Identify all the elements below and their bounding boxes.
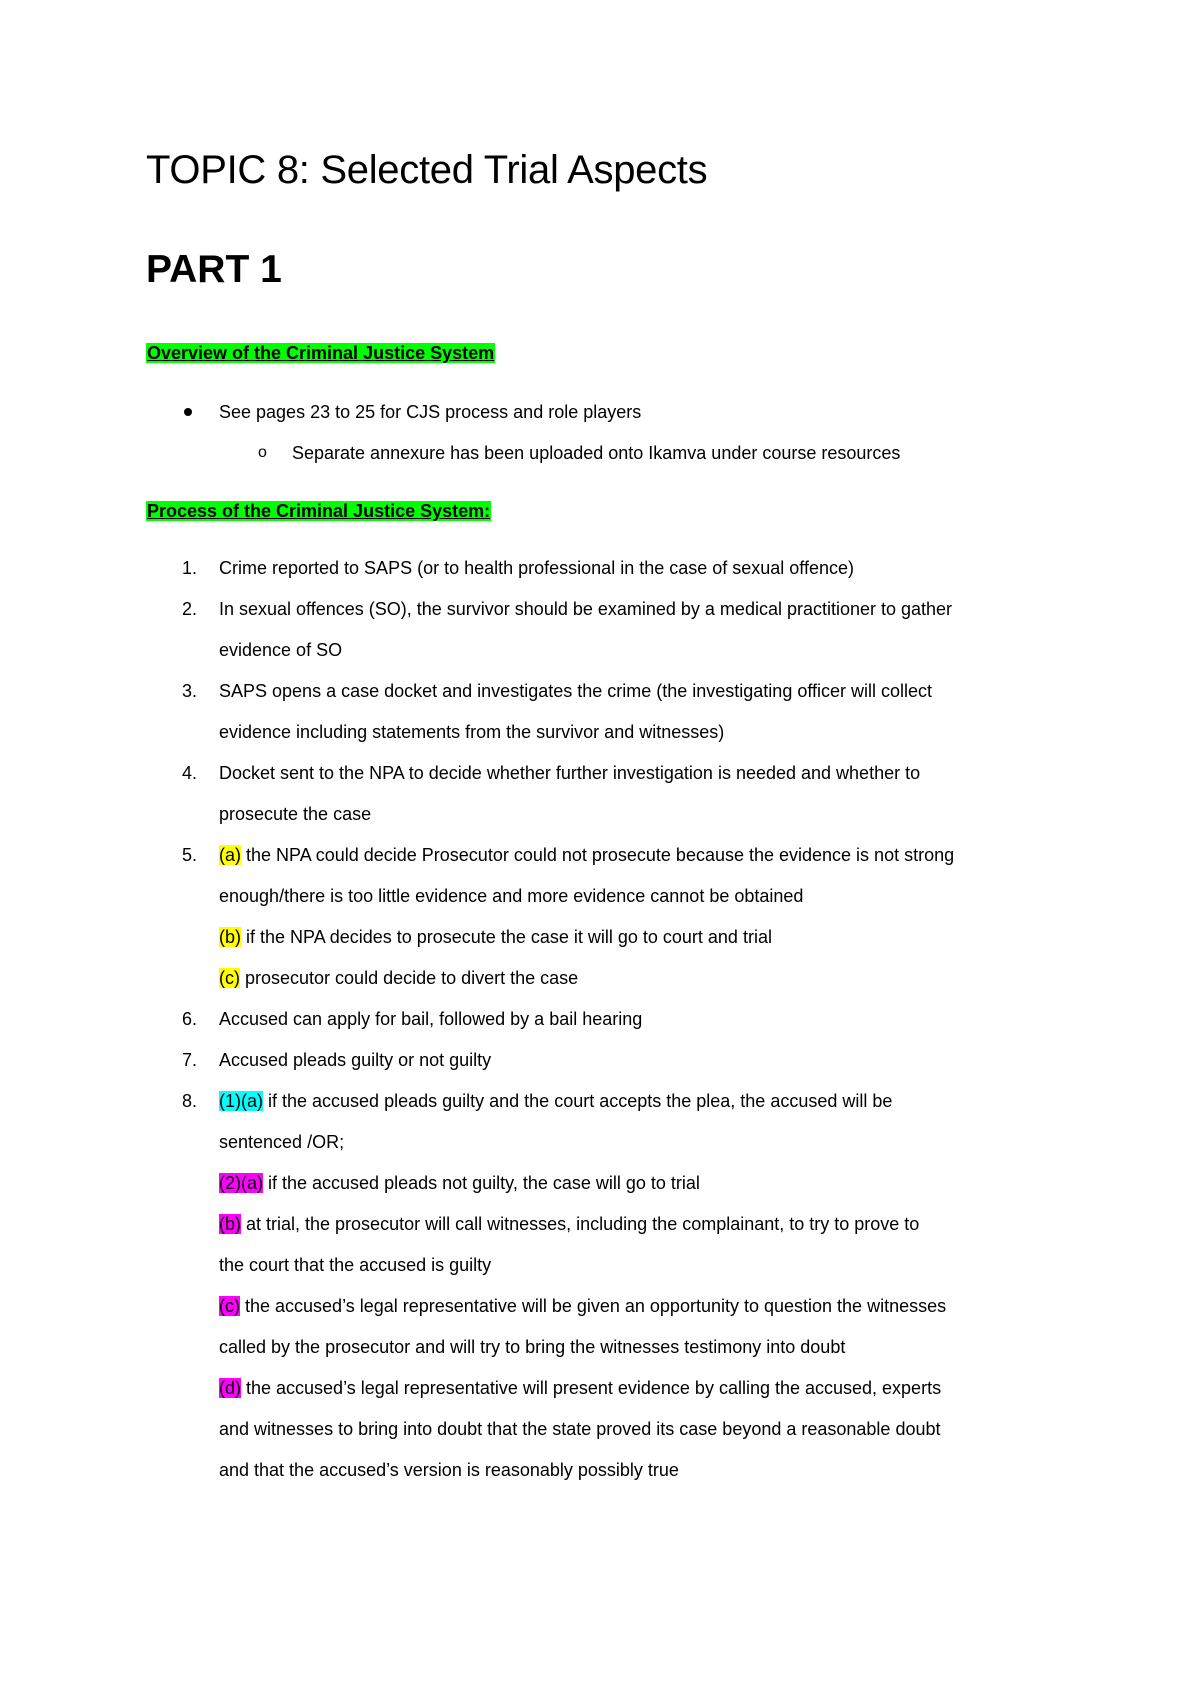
- list-number: 7.: [182, 1050, 198, 1070]
- list-item-line: [219, 1378, 941, 1399]
- list-item-line: and witnesses to bring into doubt that the state proved its case beyond a reasonable doubt: [219, 1419, 941, 1439]
- process-heading: [146, 501, 491, 522]
- sub-label-b: (b): [219, 927, 241, 947]
- list-item-line: [219, 845, 954, 866]
- sub-label-d: (d): [219, 1378, 241, 1398]
- list-item-line: SAPS opens a case docket and investigates the crime (the investigating officer will collect: [219, 681, 933, 701]
- sub-text: if the NPA decides to prosecute the case it will go to court and trial: [241, 927, 772, 947]
- sub-text: if the accused pleads not guilty, the case will go to trial: [263, 1173, 700, 1193]
- sub-text: at trial, the prosecutor will call witnesses, including the complainant, to try to prove to: [241, 1214, 920, 1234]
- sub-bullet-icon: o: [258, 444, 267, 461]
- sub-label-a: (a): [219, 845, 241, 865]
- list-number: 8.: [182, 1091, 198, 1111]
- overview-sub-bullet: Separate annexure has been uploaded onto Ikamva under course resources: [292, 443, 901, 463]
- list-item-line: the court that the accused is guilty: [219, 1255, 492, 1275]
- sub-text: if the accused pleads guilty and the court accepts the plea, the accused will be: [263, 1091, 893, 1111]
- list-item-line: Accused pleads guilty or not guilty: [219, 1050, 492, 1070]
- sub-label-1a: (1)(a): [219, 1091, 263, 1111]
- list-item-line: prosecute the case: [219, 804, 372, 824]
- document-title: TOPIC 8: Selected Trial Aspects: [146, 148, 708, 192]
- list-item-line: called by the prosecutor and will try to bring the witnesses testimony into doubt: [219, 1337, 846, 1357]
- process-heading-text: Process of the Criminal Justice System:: [147, 501, 491, 521]
- list-item-line: Crime reported to SAPS (or to health professional in the case of sexual offence): [219, 558, 855, 578]
- sub-text: prosecutor could decide to divert the case: [240, 968, 579, 988]
- list-number: 5.: [182, 845, 198, 865]
- list-item-line: and that the accused’s version is reasonably possibly true: [219, 1460, 679, 1480]
- list-item-line: Accused can apply for bail, followed by a bail hearing: [219, 1009, 643, 1029]
- list-item-line: sentenced /OR;: [219, 1132, 345, 1152]
- list-item-line: enough/there is too little evidence and more evidence cannot be obtained: [219, 886, 804, 906]
- overview-heading: [146, 343, 495, 364]
- sub-label-2a: (2)(a): [219, 1173, 263, 1193]
- part-heading: PART 1: [146, 248, 282, 291]
- sub-label-b: (b): [219, 1214, 241, 1234]
- list-item-line: [219, 968, 578, 989]
- list-item-line: evidence including statements from the survivor and witnesses): [219, 722, 725, 742]
- list-number: 3.: [182, 681, 198, 701]
- list-item-line: [219, 927, 772, 948]
- list-item-line: [219, 1091, 892, 1112]
- sub-text: the accused’s legal representative will present evidence by calling the accused, experts: [241, 1378, 942, 1398]
- list-item-line: evidence of SO: [219, 640, 343, 660]
- sub-text: the accused’s legal representative will be given an opportunity to question the witnesses: [240, 1296, 947, 1316]
- list-item-line: In sexual offences (SO), the survivor should be examined by a medical practitioner to gather: [219, 599, 953, 619]
- sub-label-c: (c): [219, 968, 240, 988]
- list-item-line: [219, 1173, 700, 1194]
- list-item-line: Docket sent to the NPA to decide whether further investigation is needed and whether to: [219, 763, 921, 783]
- sub-label-c: (c): [219, 1296, 240, 1316]
- list-item-line: [219, 1214, 919, 1235]
- list-number: 2.: [182, 599, 198, 619]
- overview-heading-text: Overview of the Criminal Justice System: [147, 343, 495, 363]
- list-number: 1.: [182, 558, 198, 578]
- list-number: 4.: [182, 763, 198, 783]
- sub-text: the NPA could decide Prosecutor could not prosecute because the evidence is not strong: [241, 845, 955, 865]
- overview-bullet: See pages 23 to 25 for CJS process and role players: [219, 402, 642, 422]
- list-number: 6.: [182, 1009, 198, 1029]
- bullet-icon: [184, 408, 192, 416]
- list-item-line: [219, 1296, 946, 1317]
